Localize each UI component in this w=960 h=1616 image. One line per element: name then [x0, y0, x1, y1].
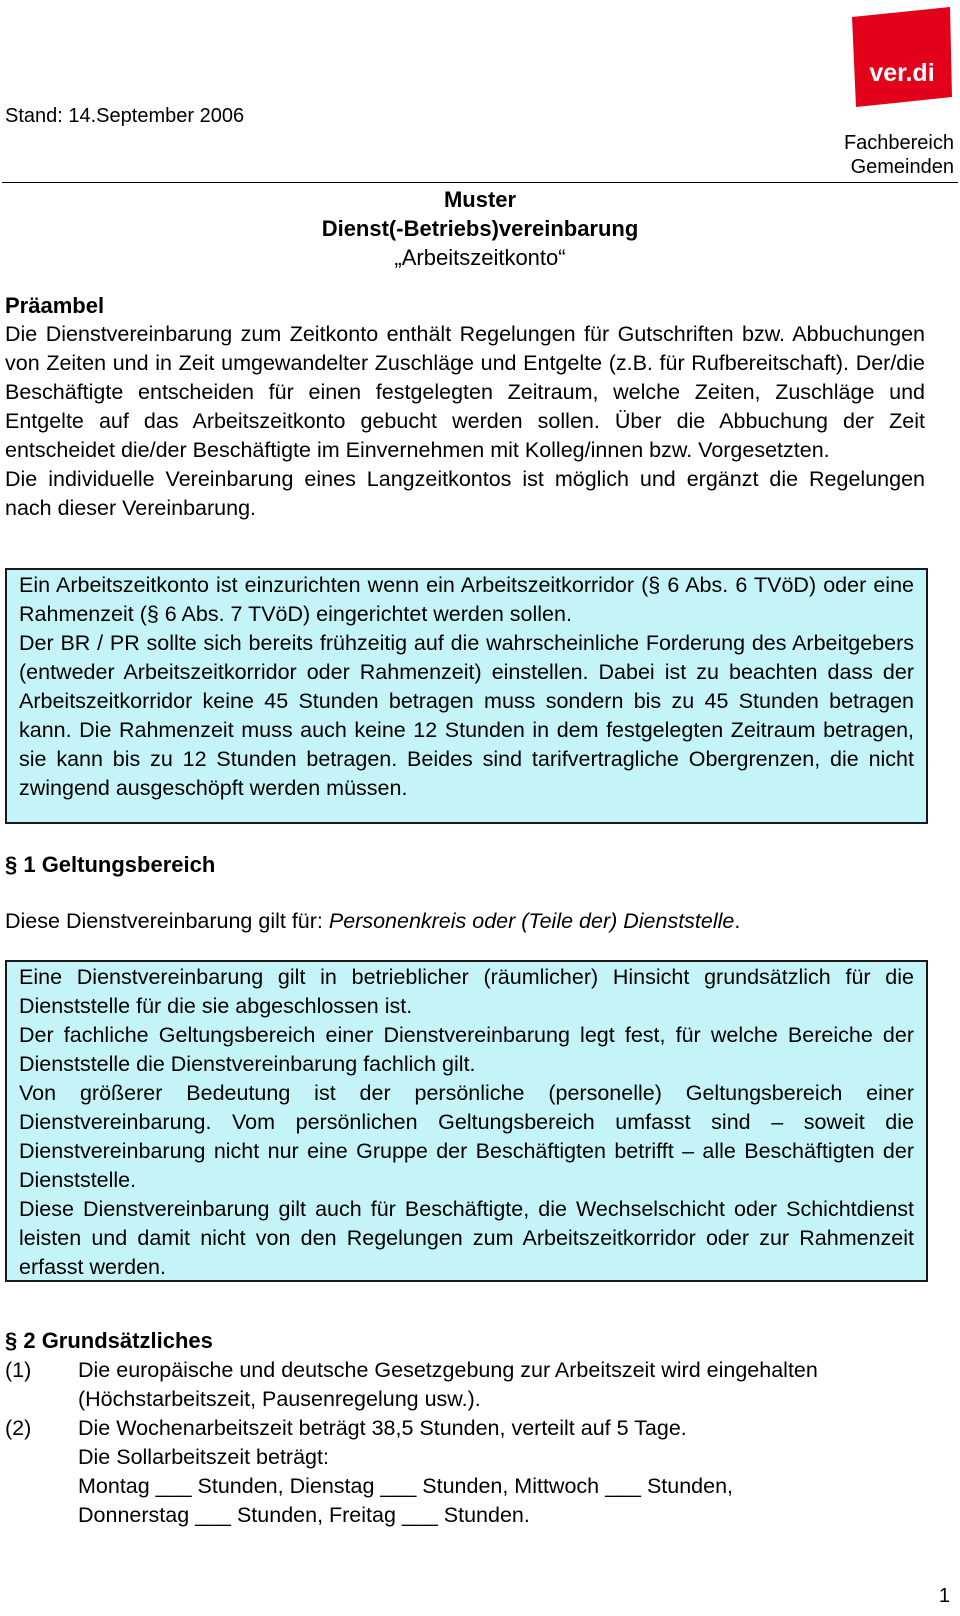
info-box-paragraph: Von größerer Bedeutung ist der persönliche (personelle) Geltungsbereich einer Dienstvereinbarung. Vom persönlichen Geltungsbereich umfasst sind – soweit die Dienstvereinbarung nicht nur eine Gruppe der Beschäftigten betrifft – alle Beschäftigten der Dienststelle.: [19, 1081, 914, 1192]
section-2-list: [5, 1356, 930, 1530]
info-box-geltungsbereich: [5, 960, 928, 1282]
section-2-heading: § 2 Grundsätzliches: [5, 1328, 213, 1353]
list-item-text: Donnerstag ___ Stunden, Freitag ___ Stunden.: [78, 1503, 530, 1527]
verdi-logo: [850, 5, 954, 109]
section-1-text: [5, 907, 925, 936]
info-box-paragraph: Eine Dienstvereinbarung gilt in betrieblicher (räumlicher) Hinsicht grundsätzlich für die Dienststelle für die sie abgeschlossen ist.: [19, 965, 914, 1018]
list-item: [5, 1414, 930, 1530]
preamble-heading: Präambel: [5, 293, 105, 318]
list-item-number: (2): [5, 1416, 32, 1440]
list-item-text: Die europäische und deutsche Gesetzgebung zur Arbeitszeit wird eingehalten (Höchstarbeitszeit, Pausenregelung usw.).: [78, 1358, 818, 1411]
list-item-number: (1): [5, 1358, 32, 1382]
header-divider: [2, 182, 958, 183]
section-1-text-suffix: .: [734, 909, 741, 933]
list-item-text: Die Wochenarbeitszeit beträgt 38,5 Stunden, verteilt auf 5 Tage.: [78, 1416, 687, 1440]
page-number: 1: [938, 1585, 950, 1607]
info-box-paragraph: Ein Arbeitszeitkonto ist einzurichten wenn ein Arbeitszeitkorridor (§ 6 Abs. 6 TVöD) oder eine Rahmenzeit (§ 6 Abs. 7 TVöD) eingerichtet werden sollen.: [19, 573, 914, 626]
preamble-section: [5, 291, 925, 523]
section-1-text-prefix: Diese Dienstvereinbarung gilt für:: [5, 909, 329, 933]
section-1-heading: § 1 Geltungsbereich: [5, 852, 216, 877]
stand-date: Stand: 14.September 2006: [5, 105, 245, 127]
preamble-paragraph: Die Dienstvereinbarung zum Zeitkonto enthält Regelungen für Gutschriften bzw. Abbuchungen von Zeiten und in Zeit umgewandelter Zuschläge und Entgelte (z.B. für Rufbereitschaft). Der/die Beschäftigte entscheiden für einen festgelegten Zeitraum, welche Zeiten, Zuschläge und Entgelte auf das Arbeitszeitkonto gebucht werden sollen. Über die Abbuchung der Zeit entscheidet die/der Beschäftigte im Einvernehmen mit Kolleg/innen bzw. Vorgesetzten.: [5, 322, 925, 462]
info-box-paragraph: Der fachliche Geltungsbereich einer Dienstvereinbarung legt fest, für welche Bereiche der Dienststelle die Dienstvereinbarung fachlich gilt.: [19, 1023, 914, 1076]
info-box-arbeitszeitkonto: [5, 568, 928, 824]
document-title: [0, 185, 960, 272]
title-line3: „Arbeitszeitkonto“: [394, 245, 566, 270]
logo-text: ver.di: [869, 59, 935, 87]
list-item: [5, 1356, 930, 1414]
list-item-text: Die Sollarbeitszeit beträgt:: [78, 1445, 329, 1469]
info-box-paragraph: Der BR / PR sollte sich bereits frühzeitig auf die wahrscheinliche Forderung des Arbeitgebers (entweder Arbeitszeitkorridor oder Rahmenzeit) einstellen. Dabei ist zu beachten dass der Arbeitszeitkorridor keine 45 Stunden betragen muss sondern bis zu 45 Stunden betragen kann. Die Rahmenzeit muss auch keine 12 Stunden in dem festgelegten Zeitraum betragen, sie kann bis zu 12 Stunden betragen. Beides sind tarifvertragliche Obergrenzen, die nicht zwingend ausgeschöpft werden müssen.: [19, 631, 914, 800]
title-line1: Muster: [443, 187, 517, 212]
fachbereich: [844, 131, 954, 179]
fachbereich-line1: Fachbereich: [843, 132, 954, 154]
preamble-paragraph-2: Die individuelle Vereinbarung eines Langzeitkontos ist möglich und ergänzt die Regelungen nach dieser Vereinbarung.: [5, 467, 925, 520]
fachbereich-line2: Gemeinden: [850, 156, 954, 178]
list-item-text: Montag ___ Stunden, Dienstag ___ Stunden, Mittwoch ___ Stunden,: [78, 1474, 734, 1498]
info-box-paragraph: Diese Dienstvereinbarung gilt auch für Beschäftigte, die Wechselschicht oder Schichtdienst leisten und damit nicht von den Regelungen zum Arbeitszeitkorridor oder zur Rahmenzeit erfasst werden.: [19, 1197, 914, 1279]
title-line2: Dienst(-Betriebs)vereinbarung: [321, 216, 639, 241]
section-1-text-italic: Personenkreis oder (Teile der) Dienststelle: [328, 909, 735, 933]
